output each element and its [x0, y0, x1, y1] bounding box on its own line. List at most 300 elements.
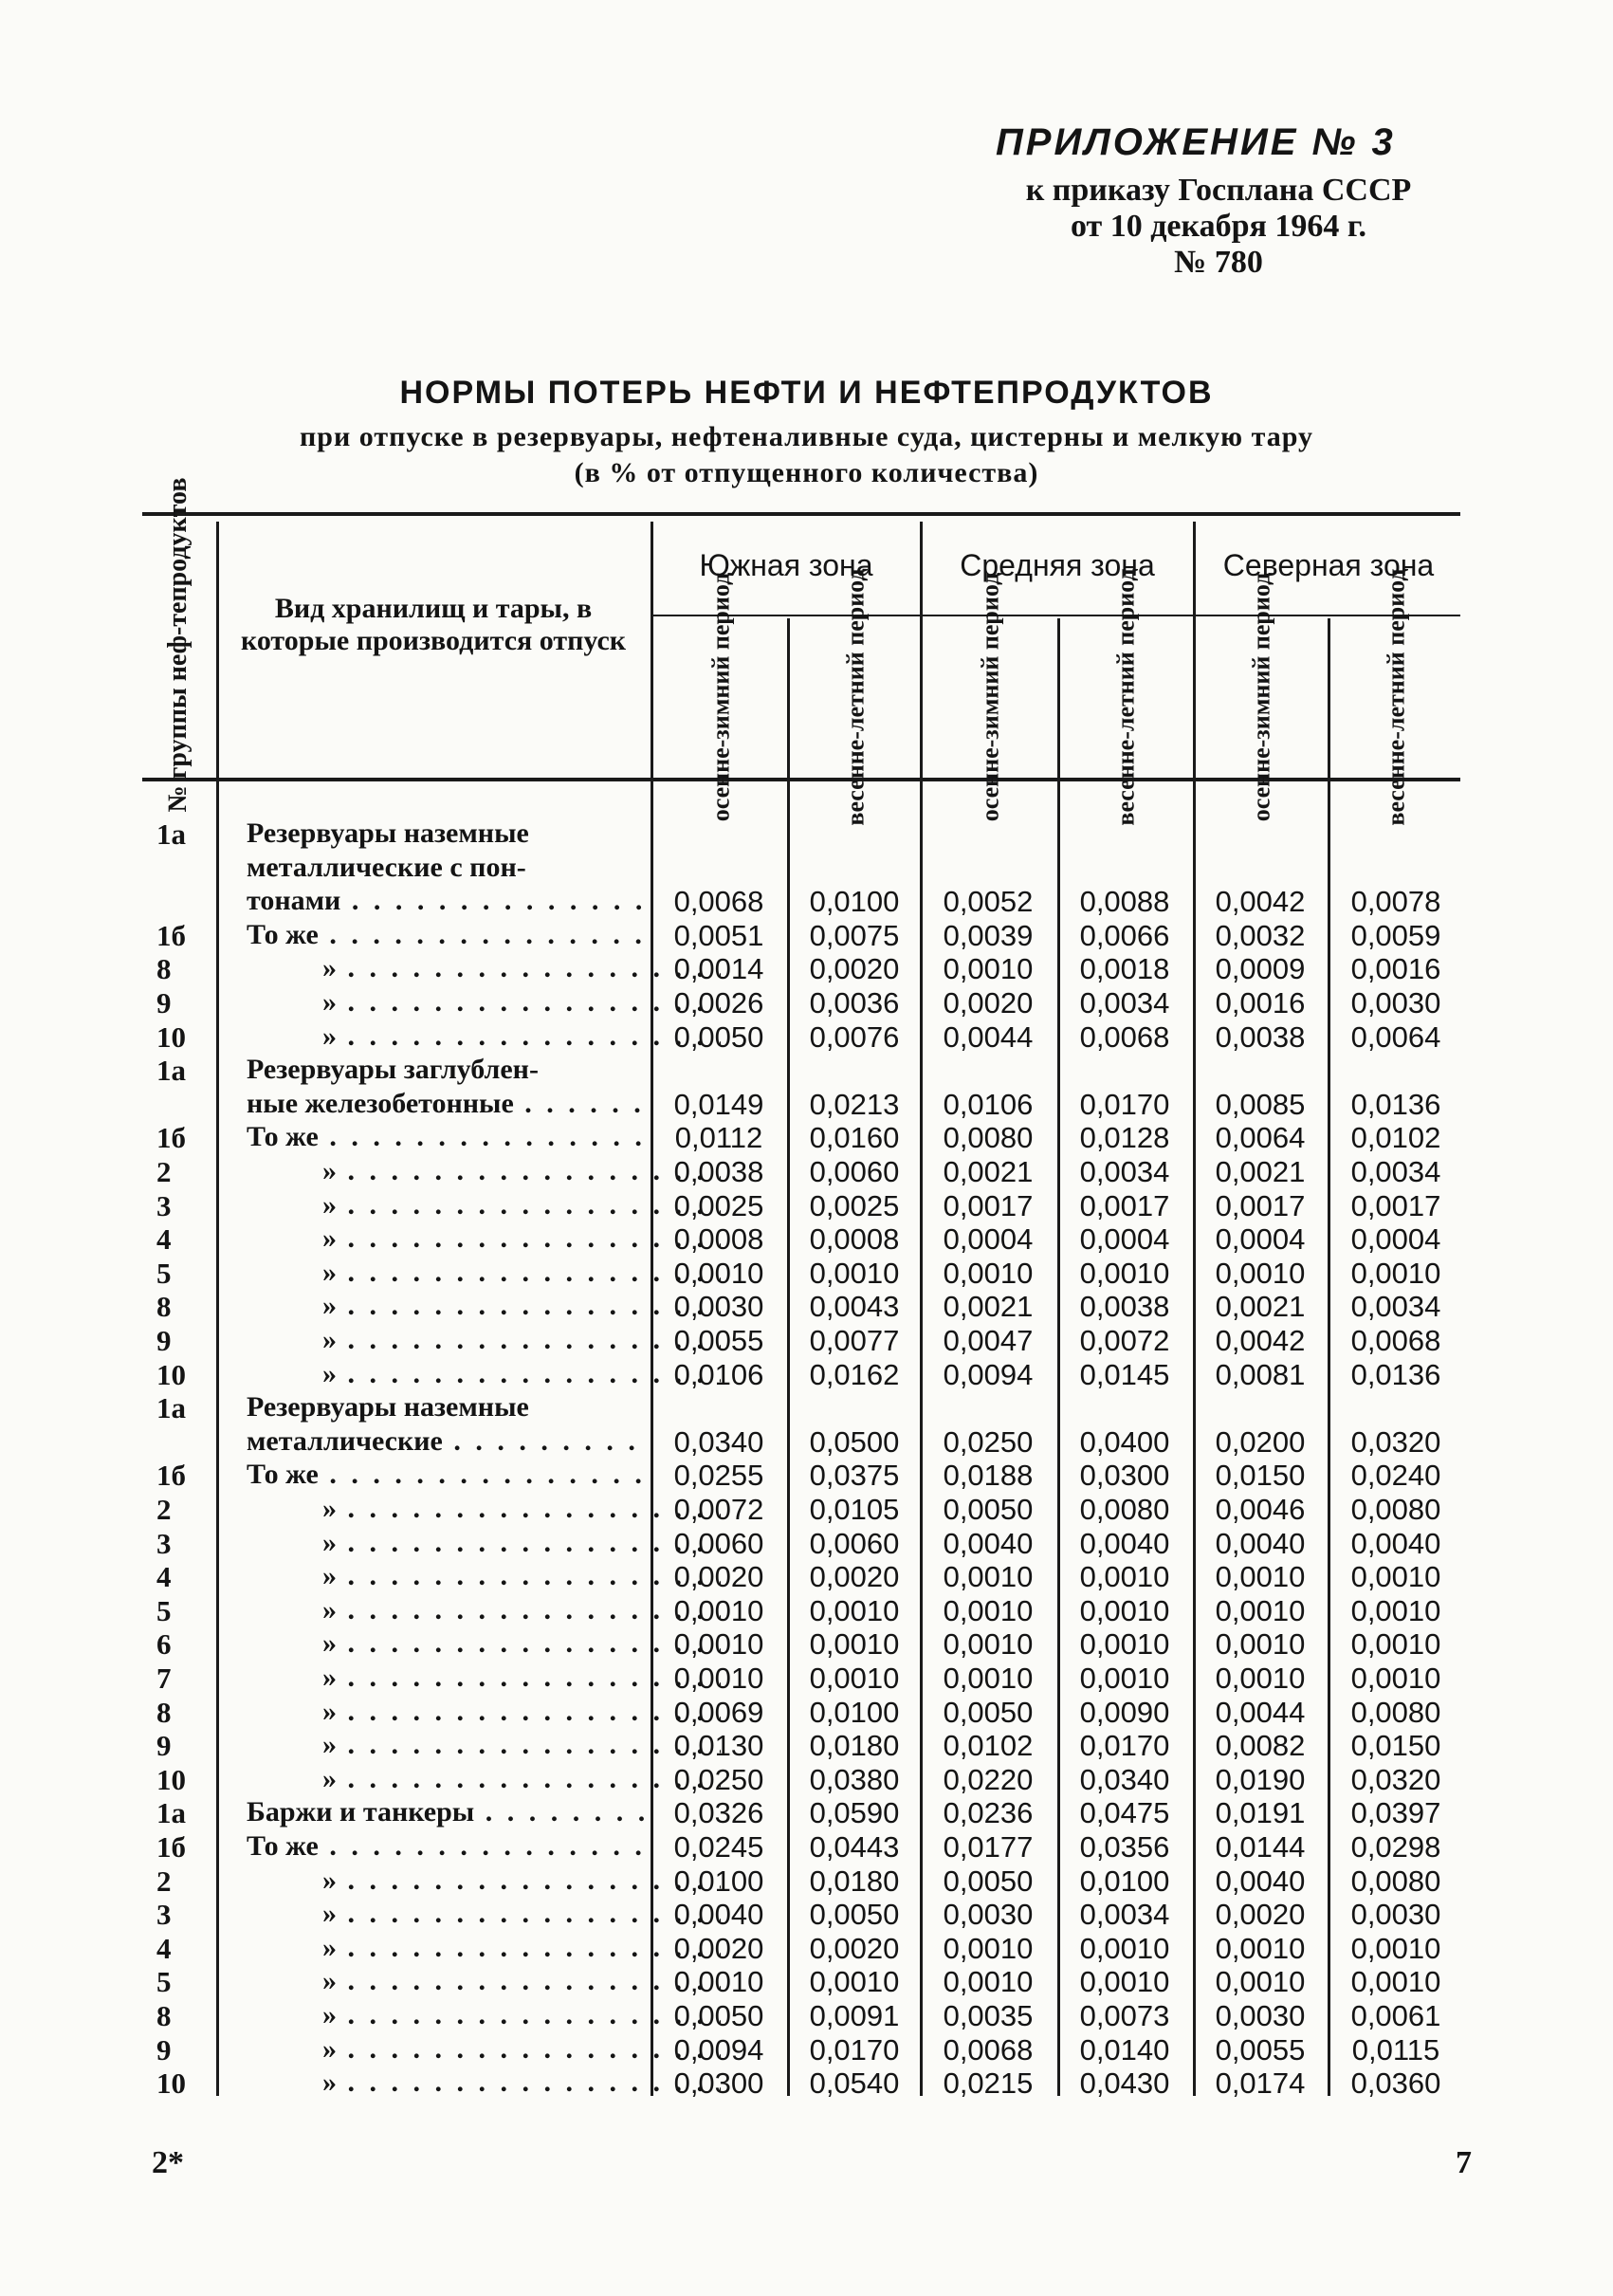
- loss-value-cell: 0,0004: [1215, 1222, 1306, 1257]
- loss-value-cell: 0,0191: [1215, 1796, 1306, 1830]
- loss-value-cell: 0,0140: [1079, 2032, 1170, 2066]
- loss-value-cell: 0,0020: [673, 1560, 764, 1594]
- group-number-cell: 8: [156, 952, 172, 986]
- loss-value-cell: 0,0300: [673, 2066, 764, 2101]
- loss-value-cell: 0,0010: [673, 1593, 764, 1627]
- loss-value-cell: 0,0326: [673, 1796, 764, 1830]
- storage-kind-cell: [247, 952, 721, 984]
- table-row: [0, 1864, 1613, 1899]
- loss-value-cell: 0,0004: [943, 1222, 1034, 1257]
- period-header: осенне-зимний период: [976, 572, 1004, 822]
- loss-value-cell: 0,0059: [1350, 918, 1441, 952]
- loss-value-cell: 0,0149: [673, 1087, 764, 1121]
- loss-value-cell: 0,0250: [673, 1762, 764, 1796]
- loss-value-cell: 0,0397: [1350, 1796, 1441, 1830]
- loss-value-cell: 0,0010: [1215, 1593, 1306, 1627]
- loss-value-cell: 0,0080: [1350, 1864, 1441, 1898]
- loss-value-cell: 0,0081: [1215, 1357, 1306, 1391]
- loss-value-cell: 0,0100: [809, 1695, 900, 1729]
- group-number-cell: 6: [156, 1627, 172, 1662]
- loss-value-cell: 0,0018: [1079, 952, 1170, 986]
- table-row: [0, 1290, 1613, 1324]
- loss-value-cell: 0,0130: [673, 1729, 764, 1763]
- group-number-header: № группы неф-тепродуктов: [162, 477, 192, 813]
- loss-value-cell: 0,0010: [1079, 1593, 1170, 1627]
- loss-value-cell: 0,0170: [809, 2032, 900, 2066]
- loss-value-cell: 0,0043: [809, 1290, 900, 1324]
- loss-value-cell: 0,0106: [673, 1357, 764, 1391]
- loss-value-cell: 0,0050: [943, 1695, 1034, 1729]
- group-number-cell: 5: [156, 1593, 172, 1627]
- loss-value-cell: 0,0475: [1079, 1796, 1170, 1830]
- group-number-cell: 1б: [156, 918, 186, 952]
- loss-value-cell: 0,0100: [1079, 1864, 1170, 1898]
- loss-value-cell: 0,0340: [673, 1424, 764, 1459]
- loss-value-cell: 0,0010: [943, 1965, 1034, 1999]
- order-line-1: к приказу Госплана СССР: [1025, 173, 1412, 208]
- loss-value-cell: 0,0050: [809, 1898, 900, 1932]
- loss-value-cell: 0,0091: [809, 1999, 900, 2032]
- storage-kind-cell: Резервуары наземные: [247, 1391, 529, 1424]
- group-number-cell: 1а: [156, 1796, 186, 1830]
- loss-value-cell: 0,0010: [1079, 1931, 1170, 1965]
- group-number-cell: 1б: [156, 1830, 186, 1864]
- table-row: [0, 1324, 1613, 1358]
- period-header: весенне-летний период: [1382, 568, 1410, 826]
- loss-value-cell: 0,0245: [673, 1830, 764, 1864]
- loss-value-cell: 0,0030: [1350, 1898, 1441, 1932]
- table-row: [0, 852, 1613, 886]
- table-row: [0, 1493, 1613, 1527]
- group-number-cell: 3: [156, 1188, 172, 1222]
- storage-kind-cell: [247, 1560, 721, 1592]
- storage-kind-cell: То же . . .: [247, 1830, 645, 1863]
- loss-value-cell: 0,0040: [673, 1898, 764, 1932]
- loss-value-cell: 0,0040: [943, 1526, 1034, 1560]
- loss-value-cell: 0,0500: [809, 1424, 900, 1459]
- table-row: [0, 1729, 1613, 1763]
- loss-value-cell: 0,0039: [943, 918, 1034, 952]
- period-header: весенне-летний период: [1111, 568, 1140, 826]
- document-subtitle: [0, 419, 1613, 491]
- group-number-cell: 9: [156, 986, 172, 1019]
- loss-value-cell: 0,0105: [809, 1493, 900, 1526]
- group-number-cell: 2: [156, 1155, 172, 1188]
- loss-value-cell: 0,0300: [1079, 1459, 1170, 1493]
- loss-value-cell: 0,0215: [943, 2066, 1034, 2101]
- loss-value-cell: 0,0010: [943, 1627, 1034, 1662]
- loss-value-cell: 0,0030: [1350, 986, 1441, 1019]
- table-row: [0, 986, 1613, 1020]
- loss-value-cell: 0,0010: [1350, 1662, 1441, 1695]
- table-row: [0, 1696, 1613, 1730]
- order-line-2: от 10 декабря 1964 г.: [1070, 209, 1367, 244]
- loss-value-cell: 0,0066: [1079, 918, 1170, 952]
- storage-kind-cell: То же . . .: [247, 919, 645, 951]
- table-row: [0, 1560, 1613, 1594]
- storage-kind-cell: [247, 1696, 721, 1728]
- loss-value-cell: 0,0010: [809, 1965, 900, 1999]
- loss-value-cell: 0,0075: [809, 918, 900, 952]
- loss-value-cell: 0,0145: [1079, 1357, 1170, 1391]
- page-number: 7: [1456, 2145, 1472, 2180]
- loss-value-cell: 0,0136: [1350, 1087, 1441, 1121]
- table-row: [0, 1257, 1613, 1291]
- loss-value-cell: 0,0213: [809, 1087, 900, 1121]
- storage-kind-cell: [247, 1155, 721, 1187]
- table-row: [0, 952, 1613, 986]
- loss-value-cell: 0,0106: [943, 1087, 1034, 1121]
- storage-kind-cell: [247, 1189, 721, 1221]
- loss-value-cell: 0,0443: [809, 1830, 900, 1864]
- loss-value-cell: 0,0094: [943, 1357, 1034, 1391]
- loss-value-cell: 0,0162: [809, 1357, 900, 1391]
- storage-kind-cell: [247, 1965, 721, 1997]
- loss-value-cell: 0,0200: [1215, 1424, 1306, 1459]
- loss-value-cell: 0,0034: [1079, 1155, 1170, 1188]
- loss-value-cell: 0,0068: [1079, 1019, 1170, 1054]
- loss-value-cell: 0,0010: [809, 1593, 900, 1627]
- loss-value-cell: 0,0046: [1215, 1493, 1306, 1526]
- order-reference: [967, 173, 1470, 281]
- loss-value-cell: 0,0026: [673, 986, 764, 1019]
- loss-value-cell: 0,0042: [1215, 885, 1306, 919]
- table-row: [0, 1898, 1613, 1932]
- loss-value-cell: 0,0017: [1350, 1188, 1441, 1222]
- loss-value-cell: 0,0030: [1215, 1999, 1306, 2032]
- storage-kind-cell: [247, 1898, 721, 1930]
- table-row: [0, 1054, 1613, 1088]
- storage-kind-cell: [247, 1358, 721, 1390]
- loss-value-cell: 0,0030: [673, 1290, 764, 1324]
- loss-value-cell: 0,0010: [1079, 1560, 1170, 1594]
- storage-kind-cell: ные железобетонные . . .: [247, 1088, 645, 1120]
- loss-value-cell: 0,0010: [673, 1256, 764, 1290]
- loss-value-cell: 0,0010: [1350, 1627, 1441, 1662]
- loss-value-cell: 0,0051: [673, 918, 764, 952]
- loss-value-cell: 0,0025: [809, 1188, 900, 1222]
- storage-kind-cell: [247, 2033, 721, 2066]
- loss-value-cell: 0,0040: [1215, 1526, 1306, 1560]
- appendix-label: ПРИЛОЖЕНИЕ № 3: [996, 121, 1396, 163]
- loss-value-cell: 0,0320: [1350, 1762, 1441, 1796]
- loss-value-cell: 0,0014: [673, 952, 764, 986]
- loss-value-cell: 0,0010: [1215, 1256, 1306, 1290]
- storage-kind-cell: [247, 1627, 721, 1660]
- table-row: [0, 1627, 1613, 1662]
- loss-value-cell: 0,0047: [943, 1324, 1034, 1357]
- loss-value-cell: 0,0010: [943, 1593, 1034, 1627]
- storage-kind-cell: [247, 1222, 721, 1255]
- storage-kind-cell: Резервуары наземные: [247, 817, 529, 849]
- group-number-cell: 5: [156, 1256, 172, 1290]
- loss-value-cell: 0,0010: [943, 952, 1034, 986]
- loss-value-cell: 0,0236: [943, 1796, 1034, 1830]
- table-row: [0, 1763, 1613, 1797]
- group-number-cell: 2: [156, 1493, 172, 1526]
- loss-value-cell: 0,0020: [943, 986, 1034, 1019]
- loss-value-cell: 0,0044: [943, 1019, 1034, 1054]
- loss-value-cell: 0,0112: [674, 1121, 763, 1155]
- loss-value-cell: 0,0044: [1215, 1695, 1306, 1729]
- loss-value-cell: 0,0050: [943, 1864, 1034, 1898]
- subtitle-line-1: при отпуске в резервуары, нефтеналивные суда, цистерны и мелкую тару: [299, 421, 1313, 452]
- table-row: [0, 1425, 1613, 1460]
- order-line-3: № 780: [1174, 245, 1263, 280]
- loss-value-cell: 0,0072: [1079, 1324, 1170, 1357]
- loss-value-cell: 0,0004: [1350, 1222, 1441, 1257]
- loss-value-cell: 0,0150: [1350, 1729, 1441, 1763]
- period-header: осенне-зимний период: [706, 572, 735, 822]
- table-row: [0, 1088, 1613, 1122]
- loss-value-cell: 0,0040: [1350, 1526, 1441, 1560]
- loss-value-cell: 0,0020: [673, 1931, 764, 1965]
- loss-value-cell: 0,0017: [1215, 1188, 1306, 1222]
- loss-value-cell: 0,0080: [943, 1121, 1034, 1155]
- loss-value-cell: 0,0034: [1350, 1155, 1441, 1188]
- loss-value-cell: 0,0064: [1215, 1121, 1306, 1155]
- loss-value-cell: 0,0068: [943, 2032, 1034, 2066]
- group-number-cell: 9: [156, 1324, 172, 1357]
- loss-value-cell: 0,0042: [1215, 1324, 1306, 1357]
- table-row: [0, 1391, 1613, 1425]
- storage-kind-cell: [247, 1290, 721, 1322]
- loss-value-cell: 0,0010: [673, 1662, 764, 1695]
- loss-value-cell: 0,0298: [1350, 1830, 1441, 1864]
- loss-value-cell: 0,0010: [943, 1931, 1034, 1965]
- table-row: [0, 885, 1613, 919]
- group-number-cell: 8: [156, 1695, 172, 1729]
- loss-value-cell: 0,0060: [809, 1155, 900, 1188]
- loss-value-cell: 0,0360: [1350, 2066, 1441, 2101]
- loss-value-cell: 0,0036: [809, 986, 900, 1019]
- loss-value-cell: 0,0016: [1350, 952, 1441, 986]
- loss-value-cell: 0,0090: [1079, 1695, 1170, 1729]
- loss-value-cell: 0,0021: [1215, 1155, 1306, 1188]
- loss-value-cell: 0,0255: [673, 1459, 764, 1493]
- group-number-cell: 8: [156, 1290, 172, 1324]
- storage-kind-cell: [247, 1257, 721, 1289]
- storage-kind-cell: [247, 1324, 721, 1356]
- group-number-cell: 8: [156, 1999, 172, 2032]
- group-number-cell: 9: [156, 2032, 172, 2066]
- storage-kind-cell: [247, 1020, 721, 1053]
- loss-value-cell: 0,0060: [809, 1526, 900, 1560]
- loss-value-cell: 0,0016: [1215, 986, 1306, 1019]
- group-number-cell: 10: [156, 2066, 186, 2101]
- loss-value-cell: 0,0356: [1079, 1830, 1170, 1864]
- group-number-cell: 5: [156, 1965, 172, 1999]
- storage-kind-header: Вид хранилищ и тары, в которые производится отпуск: [240, 593, 627, 656]
- loss-value-cell: 0,0128: [1079, 1121, 1170, 1155]
- loss-value-cell: 0,0190: [1215, 1762, 1306, 1796]
- loss-value-cell: 0,0020: [809, 1931, 900, 1965]
- loss-value-cell: 0,0115: [1351, 2032, 1440, 2066]
- loss-value-cell: 0,0085: [1215, 1087, 1306, 1121]
- zone-divider-rule: [652, 615, 1460, 616]
- table-row: [0, 1965, 1613, 1999]
- loss-value-cell: 0,0078: [1350, 885, 1441, 919]
- table-top-rule: [142, 512, 1460, 516]
- loss-value-cell: 0,0040: [1215, 1864, 1306, 1898]
- loss-value-cell: 0,0068: [1350, 1324, 1441, 1357]
- loss-value-cell: 0,0010: [1215, 1627, 1306, 1662]
- loss-value-cell: 0,0010: [1215, 1560, 1306, 1594]
- loss-value-cell: 0,0025: [673, 1188, 764, 1222]
- loss-value-cell: 0,0590: [809, 1796, 900, 1830]
- loss-value-cell: 0,0160: [809, 1121, 900, 1155]
- group-number-cell: 1б: [156, 1121, 186, 1155]
- loss-value-cell: 0,0010: [1079, 1627, 1170, 1662]
- table-row: [0, 919, 1613, 953]
- zone-middle: Средняя зона: [960, 548, 1155, 582]
- loss-value-cell: 0,0004: [1079, 1222, 1170, 1257]
- storage-kind-cell: [247, 1932, 721, 1964]
- loss-value-cell: 0,0040: [1079, 1526, 1170, 1560]
- table-row: [0, 2033, 1613, 2067]
- loss-value-cell: 0,0010: [809, 1627, 900, 1662]
- table-row: [0, 1594, 1613, 1628]
- storage-kind-cell: Баржи и танкеры . . .: [247, 1796, 645, 1828]
- loss-value-cell: 0,0010: [1079, 1965, 1170, 1999]
- loss-value-cell: 0,0050: [673, 1019, 764, 1054]
- loss-value-cell: 0,0340: [1079, 1762, 1170, 1796]
- loss-value-cell: 0,0072: [673, 1493, 764, 1526]
- loss-value-cell: 0,0010: [673, 1627, 764, 1662]
- loss-value-cell: 0,0250: [943, 1424, 1034, 1459]
- loss-value-cell: 0,0010: [1350, 1256, 1441, 1290]
- group-number-cell: 10: [156, 1762, 186, 1796]
- table-row: [0, 1121, 1613, 1155]
- zone-south: Южная зона: [699, 548, 873, 582]
- loss-value-cell: 0,0080: [1350, 1493, 1441, 1526]
- loss-value-cell: 0,0010: [673, 1965, 764, 1999]
- loss-value-cell: 0,0010: [1079, 1256, 1170, 1290]
- loss-value-cell: 0,0009: [1215, 952, 1306, 986]
- storage-kind-cell: Резервуары заглублен-: [247, 1054, 539, 1086]
- loss-value-cell: 0,0400: [1079, 1424, 1170, 1459]
- table-row: [0, 2066, 1613, 2101]
- table-row: [0, 1662, 1613, 1696]
- loss-value-cell: 0,0088: [1079, 885, 1170, 919]
- loss-value-cell: 0,0094: [673, 2032, 764, 2066]
- loss-value-cell: 0,0010: [1350, 1593, 1441, 1627]
- loss-value-cell: 0,0136: [1350, 1357, 1441, 1391]
- group-number-cell: 4: [156, 1560, 172, 1594]
- storage-kind-cell: металлические с пон-: [247, 851, 526, 883]
- table-row: [0, 1020, 1613, 1055]
- loss-value-cell: 0,0060: [673, 1526, 764, 1560]
- loss-value-cell: 0,0038: [673, 1155, 764, 1188]
- loss-value-cell: 0,0010: [1079, 1662, 1170, 1695]
- group-number-cell: 4: [156, 1931, 172, 1965]
- loss-value-cell: 0,0188: [943, 1459, 1034, 1493]
- table-row: [0, 1830, 1613, 1864]
- loss-value-cell: 0,0064: [1350, 1019, 1441, 1054]
- loss-value-cell: 0,0021: [943, 1290, 1034, 1324]
- subtitle-line-2: (в % от отпущенного количества): [574, 457, 1039, 488]
- storage-kind-cell: [247, 1729, 721, 1761]
- loss-value-cell: 0,0150: [1215, 1459, 1306, 1493]
- loss-value-cell: 0,0240: [1350, 1459, 1441, 1493]
- loss-value-cell: 0,0034: [1079, 986, 1170, 1019]
- loss-value-cell: 0,0076: [809, 1019, 900, 1054]
- loss-value-cell: 0,0068: [673, 885, 764, 919]
- loss-value-cell: 0,0017: [1079, 1188, 1170, 1222]
- storage-kind-cell: [247, 1662, 721, 1694]
- loss-value-cell: 0,0020: [1215, 1898, 1306, 1932]
- table-row: [0, 1999, 1613, 2033]
- table-row: [0, 817, 1613, 852]
- storage-kind-cell: [247, 1594, 721, 1626]
- loss-value-cell: 0,0080: [1350, 1695, 1441, 1729]
- loss-value-cell: 0,0375: [809, 1459, 900, 1493]
- storage-kind-cell: [247, 1999, 721, 2031]
- loss-value-cell: 0,0010: [943, 1662, 1034, 1695]
- loss-value-cell: 0,0010: [1215, 1662, 1306, 1695]
- storage-kind-cell: тонами . . .: [247, 885, 645, 917]
- loss-value-cell: 0,0073: [1079, 1999, 1170, 2032]
- loss-value-cell: 0,0008: [673, 1222, 764, 1257]
- zone-north: Северная зона: [1222, 548, 1435, 582]
- table-row: [0, 1932, 1613, 1966]
- loss-value-cell: 0,0021: [1215, 1290, 1306, 1324]
- loss-value-cell: 0,0038: [1079, 1290, 1170, 1324]
- loss-value-cell: 0,0102: [943, 1729, 1034, 1763]
- loss-value-cell: 0,0380: [809, 1762, 900, 1796]
- loss-value-cell: 0,0010: [1350, 1931, 1441, 1965]
- loss-value-cell: 0,0055: [673, 1324, 764, 1357]
- loss-value-cell: 0,0100: [809, 885, 900, 919]
- loss-value-cell: 0,0034: [1079, 1898, 1170, 1932]
- loss-value-cell: 0,0010: [1215, 1965, 1306, 1999]
- storage-kind-cell: [247, 1493, 721, 1525]
- document-title: НОРМЫ ПОТЕРЬ НЕФТИ И НЕФТЕПРОДУКТОВ: [399, 375, 1214, 411]
- storage-kind-cell: То же . . .: [247, 1121, 645, 1153]
- loss-value-cell: 0,0102: [1350, 1121, 1441, 1155]
- group-number-cell: 2: [156, 1864, 172, 1898]
- group-number-cell: 1а: [156, 1391, 186, 1425]
- table-row: [0, 1796, 1613, 1830]
- loss-value-cell: 0,0174: [1215, 2066, 1306, 2101]
- storage-kind-cell: [247, 1527, 721, 1559]
- loss-value-cell: 0,0008: [809, 1222, 900, 1257]
- storage-kind-cell: металлические . . .: [247, 1425, 645, 1458]
- storage-kind-cell: [247, 2066, 721, 2099]
- loss-value-cell: 0,0430: [1079, 2066, 1170, 2101]
- loss-value-cell: 0,0170: [1079, 1087, 1170, 1121]
- loss-value-cell: 0,0050: [943, 1493, 1034, 1526]
- table-row: [0, 1222, 1613, 1257]
- table-row: [0, 1459, 1613, 1493]
- loss-value-cell: 0,0010: [943, 1256, 1034, 1290]
- loss-value-cell: 0,0055: [1215, 2032, 1306, 2066]
- storage-kind-cell: То же . . .: [247, 1459, 645, 1491]
- loss-value-cell: 0,0035: [943, 1999, 1034, 2032]
- period-header: осенне-зимний период: [1247, 572, 1275, 822]
- table-row: [0, 1527, 1613, 1561]
- loss-value-cell: 0,0017: [943, 1188, 1034, 1222]
- loss-value-cell: 0,0052: [943, 885, 1034, 919]
- loss-value-cell: 0,0010: [809, 1256, 900, 1290]
- loss-value-cell: 0,0180: [809, 1729, 900, 1763]
- loss-value-cell: 0,0144: [1215, 1830, 1306, 1864]
- loss-value-cell: 0,0077: [809, 1324, 900, 1357]
- loss-value-cell: 0,0100: [673, 1864, 764, 1898]
- group-number-cell: 10: [156, 1019, 186, 1054]
- loss-value-cell: 0,0038: [1215, 1019, 1306, 1054]
- loss-value-cell: 0,0069: [673, 1695, 764, 1729]
